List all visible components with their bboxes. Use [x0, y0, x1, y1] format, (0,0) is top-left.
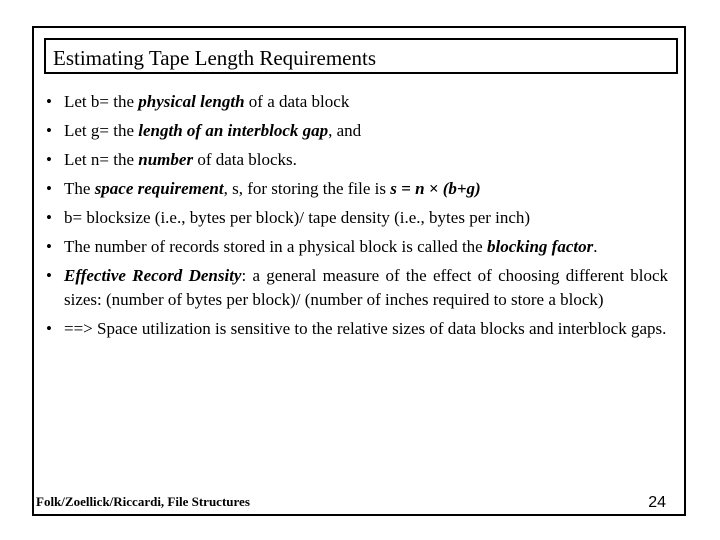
plain-text: The number of records stored in a physical block is called the [64, 237, 487, 256]
bullet-dot-icon: • [46, 121, 52, 140]
bullet-dot-icon: • [46, 208, 52, 227]
bullet-text [64, 119, 668, 143]
plain-text: , s, for storing the file is [223, 179, 391, 198]
bullet-item [46, 90, 668, 114]
plain-text: of data blocks. [193, 150, 297, 169]
bullet-text [64, 264, 668, 312]
bullet-dot-icon: • [46, 179, 52, 198]
bullet-text [64, 206, 668, 230]
footer-citation: Folk/Zoellick/Riccardi, File Structures [36, 494, 250, 509]
bullet-text [64, 177, 668, 201]
plain-text: Let g= the [64, 121, 139, 140]
bullet-item [46, 119, 668, 143]
plain-text: , and [328, 121, 362, 140]
emphasis-text: space requirement [94, 179, 224, 198]
bullet-item [46, 148, 668, 172]
plain-text: b= blocksize (i.e., bytes per block)/ tape density (i.e., bytes per inch) [64, 208, 531, 227]
bullet-dot-icon: • [46, 319, 52, 338]
emphasis-text: physical length [138, 92, 245, 111]
bullet-dot-icon: • [46, 92, 52, 111]
plain-text: : a general measure of the effect of choosing different block sizes: (number of bytes per block)/ (number of inches required to store a block) [64, 266, 668, 309]
page-number: 24 [648, 494, 666, 511]
bullet-item [46, 264, 668, 312]
bullet-item [46, 235, 668, 259]
bullet-text [64, 90, 668, 114]
bullet-dot-icon: • [46, 237, 52, 256]
plain-text: ==> Space utilization is sensitive to the relative sizes of data blocks and interblock gaps. [64, 319, 667, 338]
emphasis-text: length of an interblock gap [138, 121, 329, 140]
plain-text: . [593, 237, 598, 256]
bullet-text [64, 235, 668, 259]
emphasis-text: number [138, 150, 194, 169]
plain-text: Let b= the [64, 92, 139, 111]
emphasis-text: blocking factor [486, 237, 594, 256]
bullet-text [64, 148, 668, 172]
emphasis-text: s = n × (b+g) [390, 179, 481, 198]
bullet-dot-icon: • [46, 266, 52, 285]
bullet-dot-icon: • [46, 150, 52, 169]
bullet-list [46, 90, 668, 346]
bullet-item [46, 206, 668, 230]
bullet-item [46, 317, 668, 341]
slide-frame [32, 26, 686, 516]
slide-title: Estimating Tape Length Requirements [53, 46, 376, 70]
plain-text: The [64, 179, 95, 198]
bullet-text [64, 317, 668, 341]
title-box [44, 38, 678, 74]
plain-text: of a data block [244, 92, 350, 111]
emphasis-text: Effective Record Density [64, 266, 242, 285]
bullet-item [46, 177, 668, 201]
plain-text: Let n= the [64, 150, 139, 169]
